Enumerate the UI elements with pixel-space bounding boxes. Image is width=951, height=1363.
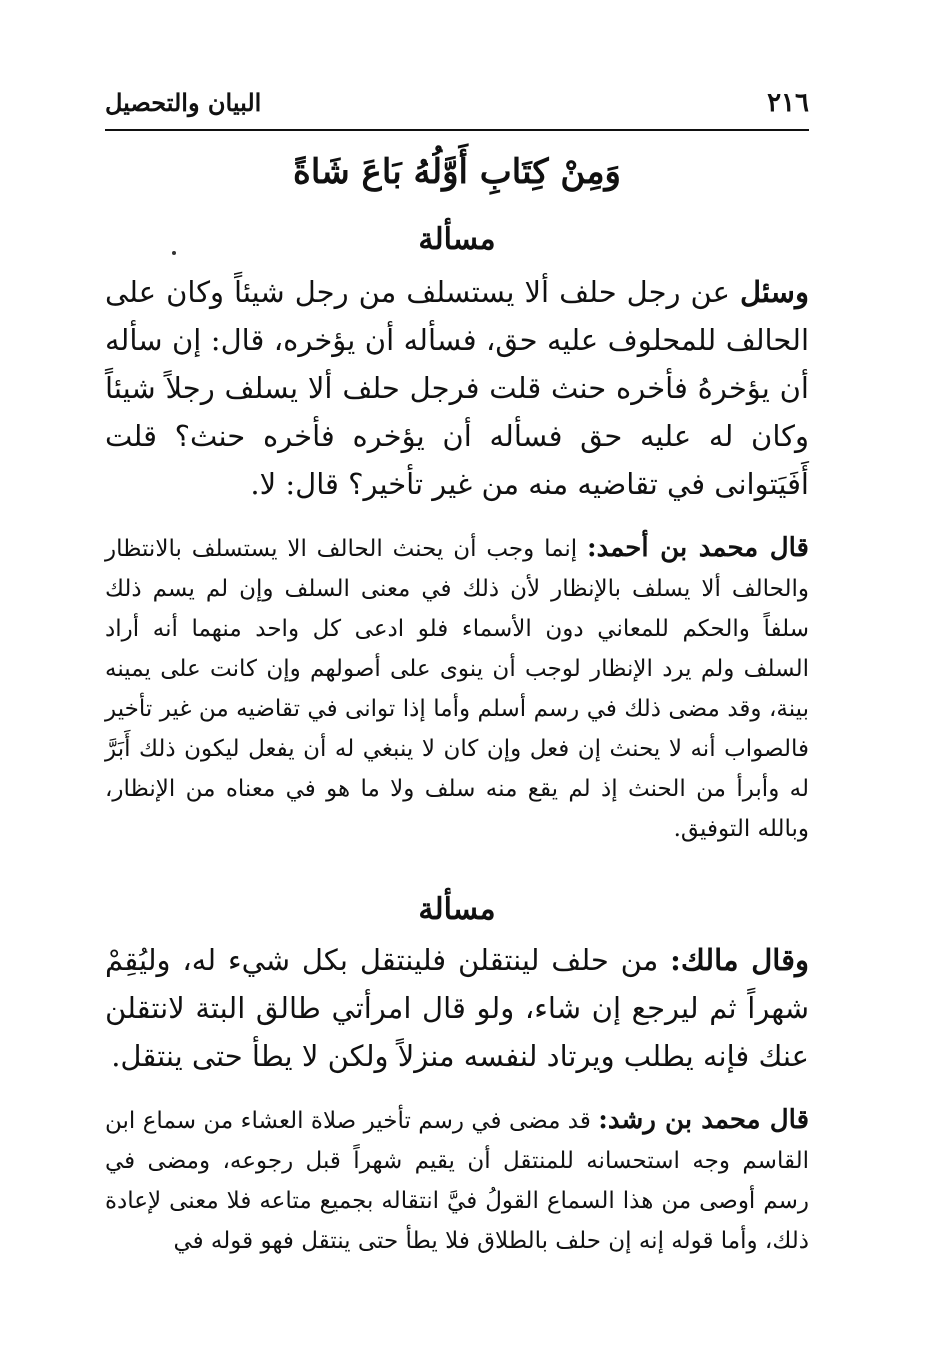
question-lead-1: وسئل (739, 275, 809, 309)
page-number: ٢١٦ (767, 88, 809, 118)
question-paragraph-2 (105, 936, 809, 1080)
chapter-title: وَمِنْ كِتَابِ أَوَّلُهُ بَاعَ شَاةً (293, 152, 621, 192)
header-rule (105, 129, 809, 131)
section-heading-2: مسألة (418, 892, 496, 927)
question-lead-2: وقال مالك: (670, 943, 809, 977)
book-title: البيان والتحصيل (105, 88, 262, 117)
question-text-1: عن رجل حلف ألا يستسلف من رجل شيئاً وكان على الحالف للمحلوف عليه حق، فسأله أن يؤخره، قال: إن سأله أن يؤخرهُ فأخره حنث قلت فرجل حلف ألا يسلف رجلاً شيئاً وكان له عليه حق فسأله أن يؤخره فأخره حنث؟ قلت أَفَيَتوانى في تقاضيه منه من غير تأخير؟ قال: لا. (105, 275, 809, 501)
section-heading-1: مسألة (418, 222, 496, 257)
commentary-text-1: إنما وجب أن يحنث الحالف الا يستسلف بالانتظار والحالف ألا يسلف بالإنظار لأن ذلك في معنى السلف وإن لم يسم ذلك سلفاً والحكم للمعاني دون الأسماء فلو ادعى كل واحد منهما أنه أراد السلف ولم يرد الإنظار لوجب أن ينوى على أصولهم وإن كانت على يمينه بينة، وقد مضى ذلك في رسم أسلم وأما إذا توانى في تقاضيه من غير تأخير فالصواب أنه لا يحنث إن فعل وإن كان لا ينبغي له أن يفعل ليكون ذلك أَبَرَّ له وأبرأ من الحنث إذ لم يقع منه سلف ولا ما هو في معناه من الإنظار، وبالله التوفيق. (105, 536, 809, 842)
commentary-text-2: قد مضى في رسم تأخير صلاة العشاء من سماع ابن القاسم وجه استحسانه للمنتقل أن يقيم شهراً قبل رجوعه، ومضى في رسم أوصى من هذا السماع القولُ فيَّ انتقاله بجميع متاعه فلا معنى لإعادة ذلك، وأما قوله إنه إن حلف بالطلاق فلا يطأ حتى ينتقل فهو قوله في (105, 1108, 809, 1254)
question-text-2: من حلف لينتقلن فلينتقل بكل شيء له، وليُقِمْ شهراً ثم ليرجع إن شاء، ولو قال امرأتي طالق البتة لانتقلن عنك فإنه يطلب ويرتاد لنفسه منزلاً ولكن لا يطأ حتى ينتقل. (105, 943, 809, 1073)
question-paragraph-1 (105, 268, 809, 508)
commentary-paragraph-1 (105, 528, 809, 849)
commentary-paragraph-2 (105, 1100, 809, 1261)
commentary-lead-2: قال محمد بن رشد: (598, 1105, 809, 1135)
running-head (105, 84, 809, 124)
commentary-lead-1: قال محمد بن أحمد: (587, 533, 809, 563)
